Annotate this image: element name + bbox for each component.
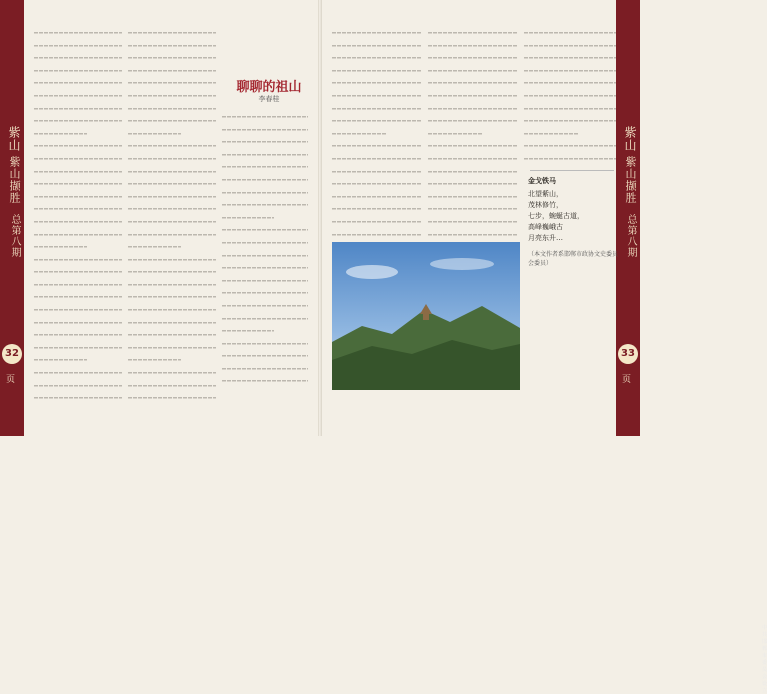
text-line: [34, 64, 122, 77]
text-line: [428, 114, 518, 127]
text-line: [128, 290, 216, 303]
text-line: [34, 328, 122, 341]
left-page-word: 页: [6, 375, 16, 385]
text-line: [222, 374, 308, 387]
text-line: [34, 265, 122, 278]
text-line: [428, 228, 518, 241]
text-line: [128, 139, 216, 152]
right-page-number: 33: [618, 344, 638, 364]
text-line: [524, 89, 616, 102]
text-line: [128, 64, 216, 77]
left-issue: 总第八期: [9, 214, 20, 258]
text-line: [524, 26, 616, 39]
text-line: [128, 202, 216, 215]
text-line: [34, 51, 122, 64]
photo-caption: 中共邯郸市委员会设立: [762, 625, 767, 694]
text-line: [428, 165, 518, 178]
poem-line: 北望紫山，: [528, 190, 563, 198]
text-line: [332, 152, 422, 165]
text-line: [332, 51, 422, 64]
poem-heading: 金戈铁马: [528, 177, 556, 185]
text-line: [332, 114, 422, 127]
text-line: [128, 253, 216, 266]
text-line: [222, 274, 308, 287]
text-line: [222, 123, 308, 136]
poem-line: 七步，蜿蜒古道，: [528, 212, 584, 220]
text-line: [222, 249, 308, 262]
text-line: [222, 312, 308, 325]
text-line: [128, 379, 216, 392]
text-line: [34, 39, 122, 52]
text-line: [332, 76, 422, 89]
text-line: [128, 353, 181, 366]
text-column-3: [222, 110, 308, 490]
text-line: [222, 110, 308, 123]
mountain-photo-graphic: [332, 242, 520, 390]
text-line: [128, 240, 181, 253]
text-line: [128, 303, 216, 316]
text-line: [524, 114, 616, 127]
text-line: [128, 76, 216, 89]
text-line: [34, 215, 122, 228]
text-line: [34, 303, 122, 316]
right-issue: 总第八期: [625, 214, 636, 258]
text-line: [128, 165, 216, 178]
text-line: [332, 89, 422, 102]
right-page-word: 页: [622, 375, 632, 385]
text-line: [222, 160, 308, 173]
right-subtitle: 紫山撷胜: [624, 156, 637, 204]
text-line: [34, 152, 122, 165]
text-line: [332, 39, 422, 52]
text-line: [222, 198, 308, 211]
text-line: [128, 114, 216, 127]
text-line: [222, 349, 308, 362]
text-line: [428, 39, 518, 52]
right-section-title: 紫山: [623, 126, 637, 152]
text-line: [34, 139, 122, 152]
text-line: [128, 215, 216, 228]
text-line: [428, 215, 518, 228]
article-title: 聊聊的祖山: [236, 80, 302, 95]
text-line: [524, 39, 616, 52]
text-column-2: [128, 26, 216, 406]
text-line: [34, 127, 87, 140]
text-line: [428, 102, 518, 115]
text-line: [524, 51, 616, 64]
text-line: [128, 26, 216, 39]
text-line: [128, 341, 216, 354]
text-line: [128, 316, 216, 329]
text-line: [128, 278, 216, 291]
text-line: [34, 278, 122, 291]
text-line: [332, 202, 422, 215]
text-line: [34, 190, 122, 203]
text-line: [34, 26, 122, 39]
text-line: [428, 202, 518, 215]
author-note: （本文作者系邯郸市政协文史委员会委员）: [528, 251, 619, 267]
text-line: [332, 64, 422, 77]
poem-line: 高峰巍峨古: [528, 223, 563, 231]
text-line: [128, 39, 216, 52]
text-line: [34, 89, 122, 102]
text-line: [128, 190, 216, 203]
text-line: [34, 228, 122, 241]
text-line: [222, 324, 274, 337]
text-line: [222, 135, 308, 148]
text-line: [332, 177, 422, 190]
text-line: [428, 190, 518, 203]
text-line: [428, 139, 518, 152]
text-line: [34, 102, 122, 115]
text-line: [524, 76, 616, 89]
text-line: [128, 89, 216, 102]
text-line: [524, 127, 579, 140]
text-line: [222, 337, 308, 350]
text-line: [332, 26, 422, 39]
text-line: [34, 202, 122, 215]
text-line: [34, 366, 122, 379]
text-line: [332, 228, 422, 241]
text-line: [332, 102, 422, 115]
text-line: [128, 152, 216, 165]
text-line: [128, 177, 216, 190]
text-line: [524, 152, 616, 165]
text-line: [524, 139, 616, 152]
text-line: [34, 76, 122, 89]
text-line: [128, 265, 216, 278]
text-line: [128, 328, 216, 341]
text-line: [34, 165, 122, 178]
text-line: [34, 391, 122, 404]
text-line: [222, 223, 308, 236]
text-line: [128, 391, 216, 404]
text-line: [222, 211, 274, 224]
text-line: [332, 190, 422, 203]
text-line: [34, 114, 122, 127]
text-line: [222, 173, 308, 186]
text-line: [128, 102, 216, 115]
text-line: [332, 165, 422, 178]
text-line: [332, 215, 422, 228]
poem-divider: [530, 170, 614, 171]
text-line: [428, 76, 518, 89]
text-line: [222, 236, 308, 249]
poem-line: 月亮东升…: [528, 234, 563, 242]
text-line: [428, 64, 518, 77]
right-edge-strip: [616, 0, 640, 436]
text-line: [222, 148, 308, 161]
text-line: [128, 127, 181, 140]
text-line: [128, 51, 216, 64]
left-subtitle: 紫山撷胜: [8, 156, 21, 204]
article-author: 李春桂: [258, 95, 280, 103]
text-column-1: [34, 26, 122, 406]
text-line: [222, 186, 308, 199]
text-line: [34, 341, 122, 354]
text-line: [524, 102, 616, 115]
text-line: [222, 286, 308, 299]
text-line: [428, 177, 518, 190]
text-line: [222, 299, 308, 312]
text-line: [34, 240, 87, 253]
text-line: [524, 64, 616, 77]
text-line: [34, 353, 87, 366]
text-line: [34, 290, 122, 303]
text-line: [428, 152, 518, 165]
page-fold: [318, 0, 322, 436]
text-line: [428, 127, 482, 140]
text-line: [428, 51, 518, 64]
left-page-number: 32: [2, 344, 22, 364]
text-line: [34, 177, 122, 190]
text-line: [34, 379, 122, 392]
text-line: [128, 228, 216, 241]
left-section-title: 紫山: [7, 126, 21, 152]
text-line: [128, 366, 216, 379]
left-edge-strip: [0, 0, 24, 436]
text-line: [222, 261, 308, 274]
text-line: [332, 139, 422, 152]
text-line: [428, 89, 518, 102]
poem-line: 茂林修竹，: [528, 201, 563, 209]
poem-block: [528, 176, 618, 268]
text-line: [222, 362, 308, 375]
text-line: [332, 127, 386, 140]
text-line: [34, 316, 122, 329]
text-line: [428, 26, 518, 39]
text-line: [34, 253, 122, 266]
